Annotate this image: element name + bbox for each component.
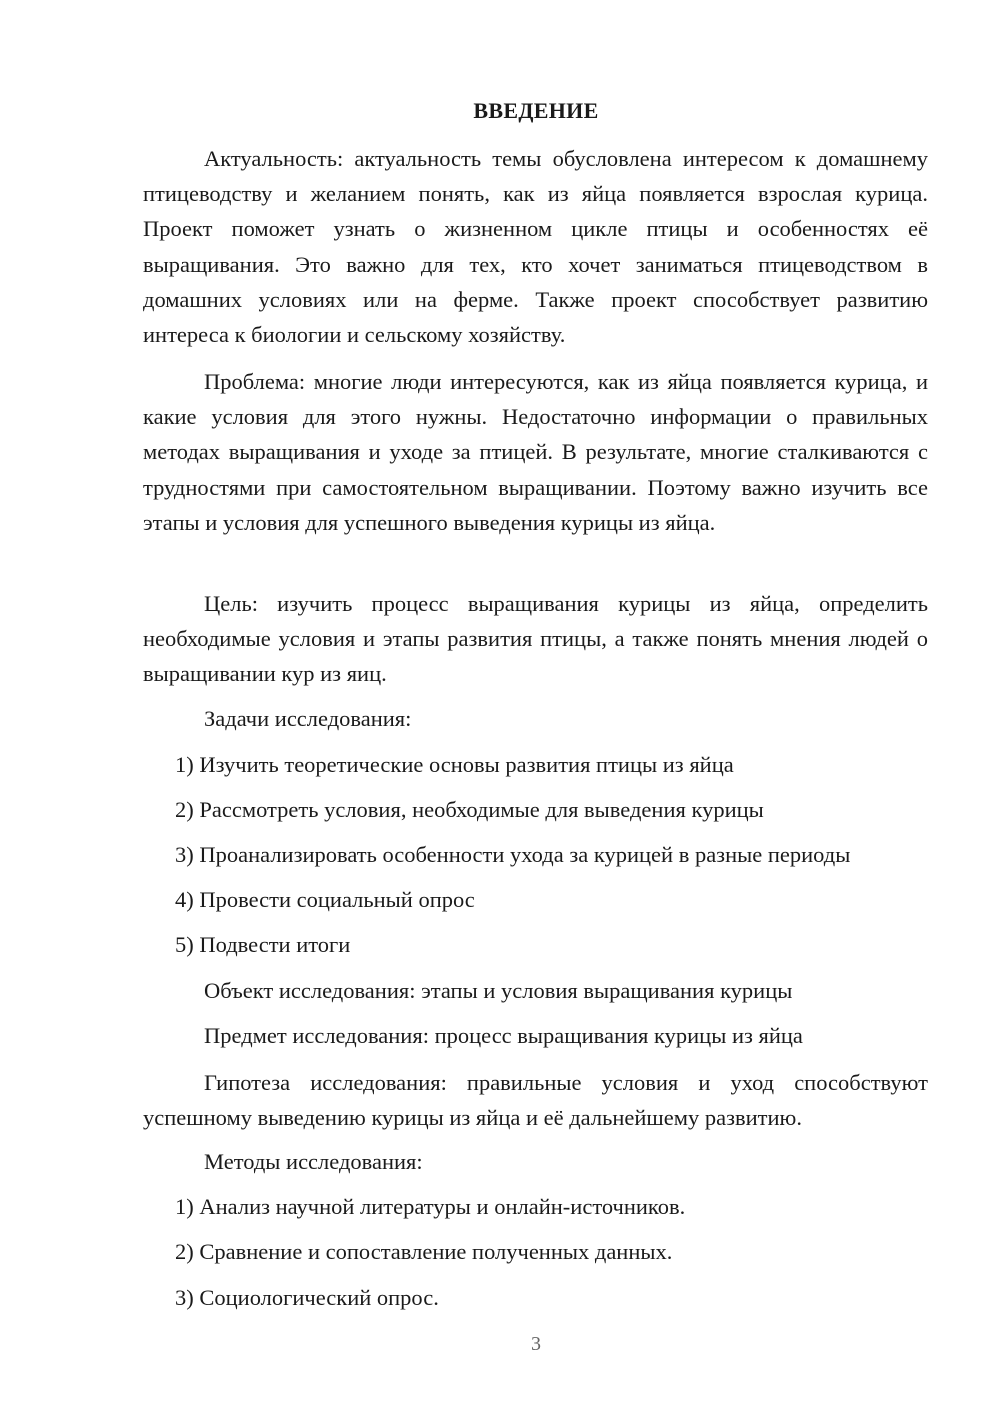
- section-title: ВВЕДЕНИЕ: [473, 98, 599, 123]
- methods-heading: Методы исследования:: [204, 1149, 423, 1174]
- method-item: 3) Социологический опрос.: [175, 1285, 439, 1310]
- task-item: 4) Провести социальный опрос: [175, 887, 475, 912]
- research-object: Объект исследования: этапы и условия выращивания курицы: [204, 978, 793, 1003]
- task-item: 5) Подвести итоги: [175, 932, 351, 957]
- relevance-block: [143, 141, 928, 352]
- problem-block: [143, 364, 928, 540]
- task-item: 2) Рассмотреть условия, необходимые для выведения курицы: [175, 797, 764, 822]
- goal-paragraph: Цель: изучить процесс выращивания курицы из яйца, определить необходимые условия и этапы развития птицы, а также понять мнения людей о выращивании кур из яиц.: [143, 591, 928, 687]
- page-number: 3: [531, 1333, 541, 1355]
- problem-paragraph: Проблема: многие люди интересуются, как из яйца появляется курица, и какие условия для этого нужны. Недостаточно информации о правильных методах выращивания и уходе за птицей. В результате, многие сталкиваются с трудностями при самостоятельном выращивании. Поэтому важно изучить все этапы и условия для успешного выведения курицы из яйца.: [143, 369, 928, 535]
- research-subject: Предмет исследования: процесс выращивания курицы из яйца: [204, 1023, 803, 1048]
- tasks-heading: Задачи исследования:: [204, 706, 412, 731]
- method-item: 2) Сравнение и сопоставление полученных данных.: [175, 1239, 673, 1264]
- relevance-paragraph: Актуальность: актуальность темы обусловлена интересом к домашнему птицеводству и желанием понять, как из яйца появляется взрослая курица. Проект поможет узнать о жизненном цикле птицы и особенностях её выращивания. Это важно для тех, кто хочет заниматься птицеводством в домашних условиях или на ферме. Также проект способствует развитию интереса к биологии и сельскому хозяйству.: [143, 146, 928, 348]
- goal-block: [143, 586, 928, 692]
- method-item: 1) Анализ научной литературы и онлайн-источников.: [175, 1194, 686, 1219]
- task-item: 3) Проанализировать особенности ухода за курицей в разные периоды: [175, 842, 851, 867]
- hypothesis-block: [143, 1065, 928, 1135]
- hypothesis-paragraph: Гипотеза исследования: правильные условия и уход способствуют успешному выведению курицы из яйца и её дальнейшему развитию.: [143, 1070, 928, 1131]
- task-item: 1) Изучить теоретические основы развития птицы из яйца: [175, 752, 734, 777]
